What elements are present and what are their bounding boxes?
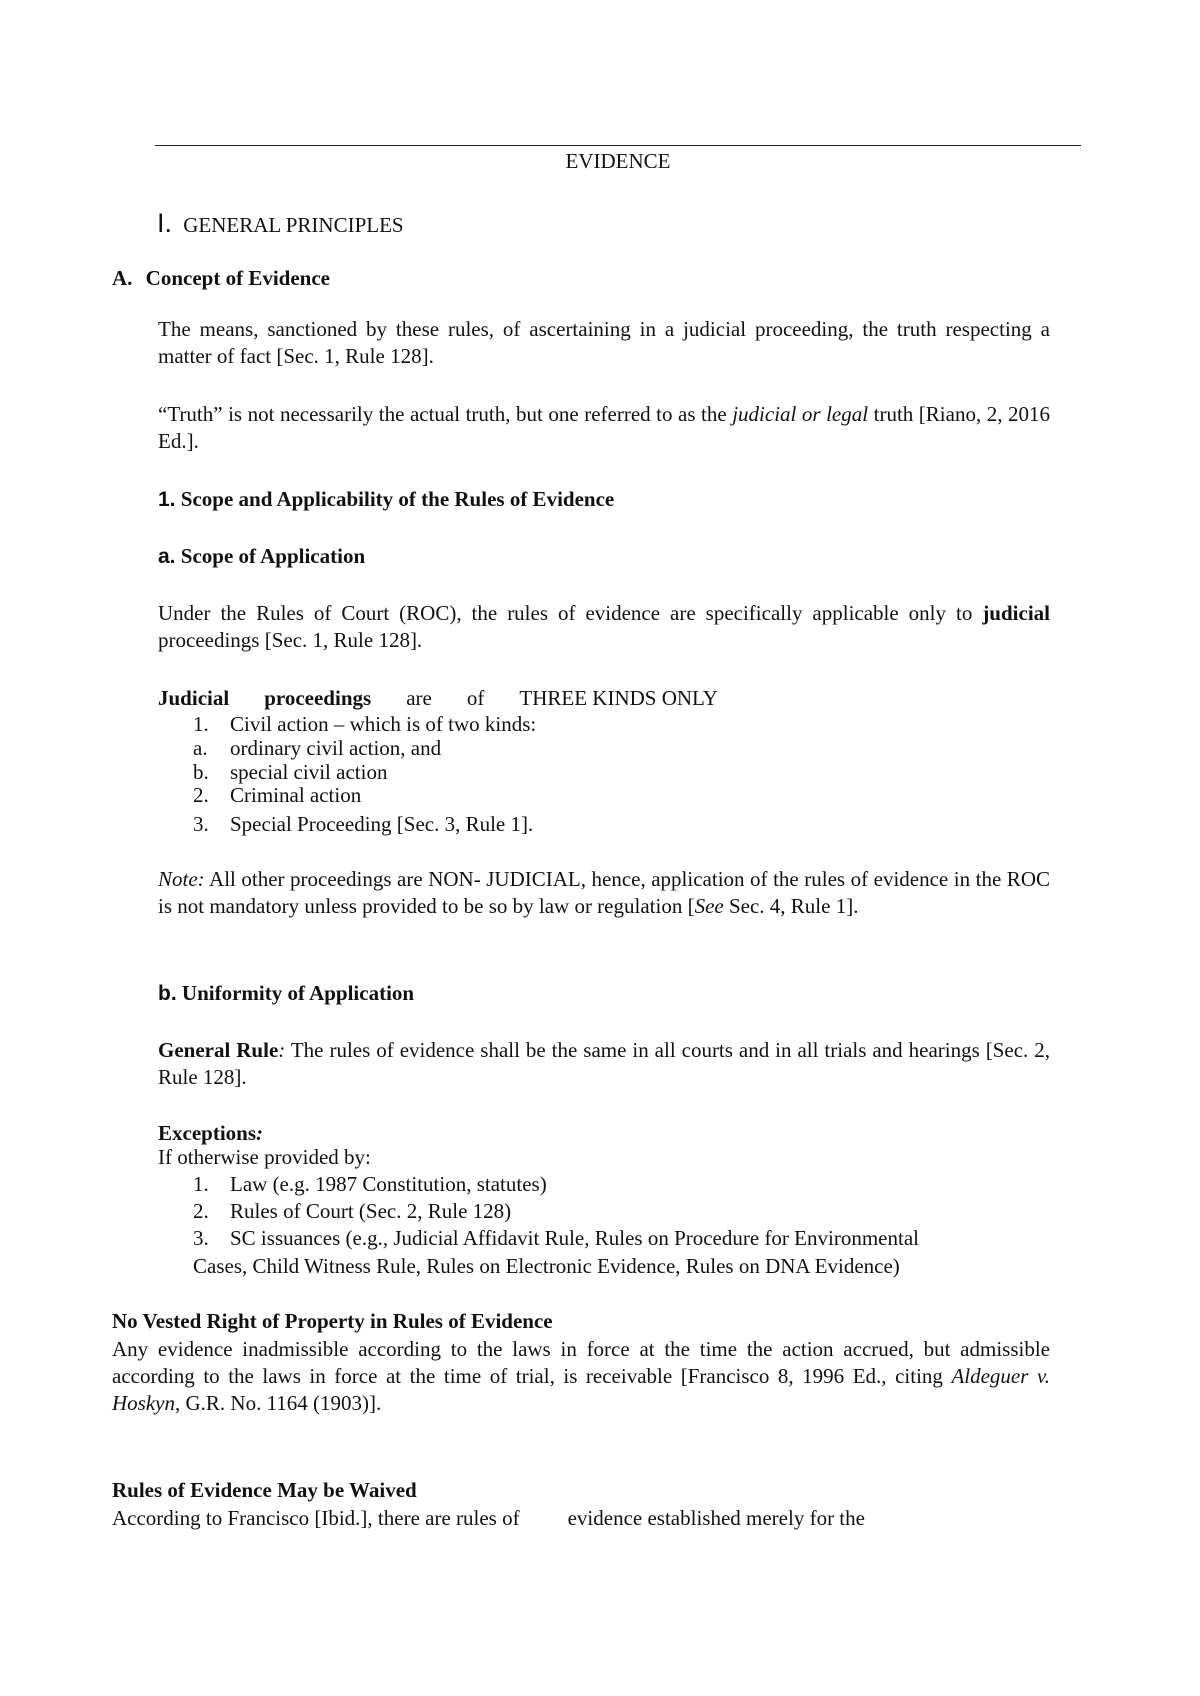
heading-letter: a. [158, 545, 176, 568]
note-see-italic: See [694, 894, 724, 918]
scope-paragraph [158, 600, 1050, 654]
scope-bold-word: judicial [982, 601, 1050, 625]
general-rule-text: The rules of evidence shall be the same in all courts and in all trials and hearings [Sec. 2, Rule 128]. [158, 1038, 1051, 1089]
list-item: Special Proceeding [Sec. 3, Rule 1]. [230, 812, 534, 836]
vested-paragraph [112, 1336, 1050, 1417]
concept-paragraph: The means, sanctioned by these rules, of ascertaining in a judicial proceeding, the truth respecting a matter of fact [Sec. 1, Rule 128]. [158, 317, 1050, 368]
list-item-number: b. [193, 760, 209, 784]
heading-no-vested-right: No Vested Right of Property in Rules of Evidence [112, 1309, 553, 1333]
truth-paragraph [158, 401, 1050, 455]
waived-text-start: According to Francisco [Ibid.], there are rules of [112, 1506, 520, 1530]
scope-text-end: proceedings [Sec. 1, Rule 128]. [158, 628, 423, 652]
truth-text-end: truth [Riano, 2, 2016 Ed.]. [158, 402, 1050, 453]
judicial-proceedings-heading [158, 685, 718, 712]
heading-text: Concept of Evidence [145, 266, 330, 290]
list-item-continuation: Cases, Child Witness Rule, Rules on Electronic Evidence, Rules on DNA Evidence) [193, 1254, 900, 1278]
heading-concept-of-evidence [112, 265, 330, 292]
exceptions-label: Exceptions [158, 1121, 257, 1145]
heading-word: are [406, 686, 432, 710]
list-item-number: 1. [193, 712, 209, 736]
truth-text-start: “Truth” is not necessarily the actual truth, but one referred to as the [158, 402, 733, 426]
general-rule-label: General Rule [158, 1038, 279, 1062]
heading-letter: b. [158, 982, 177, 1005]
section-title: GENERAL PRINCIPLES [183, 213, 404, 237]
list-item: special civil action [230, 760, 388, 784]
note-paragraph [158, 866, 1050, 920]
list-item: ordinary civil action, and [230, 736, 442, 760]
heading-uniformity [158, 980, 414, 1007]
list-item: SC issuances (e.g., Judicial Affidavit Rule, Rules on Procedure for Environmental [230, 1226, 919, 1250]
note-text-end: Sec. 4, Rule 1]. [723, 894, 859, 918]
heading-rules-may-be-waived: Rules of Evidence May be Waived [112, 1478, 417, 1502]
list-item: Law (e.g. 1987 Constitution, statutes) [230, 1172, 547, 1196]
waived-paragraph [112, 1505, 865, 1532]
list-item: Civil action – which is of two kinds: [230, 712, 537, 736]
general-rule-paragraph [158, 1037, 1050, 1091]
exceptions-heading [158, 1120, 263, 1147]
section-heading-general-principles [157, 210, 404, 239]
exceptions-colon: : [256, 1121, 264, 1145]
list-item-number: 1. [193, 1172, 209, 1196]
list-item-number: 3. [193, 1226, 209, 1250]
heading-word: THREE KINDS ONLY [519, 686, 718, 710]
list-item-number: 2. [193, 783, 209, 807]
waived-text-end: evidence established merely for the [567, 1506, 865, 1530]
vested-text-end: , G.R. No. 1164 (1903)]. [174, 1391, 382, 1415]
note-text: All other proceedings are NON- JUDICIAL, hence, application of the rules of evidence in the ROC is not mandatory unless provided to be so by law or regulation [ [158, 867, 1050, 918]
scope-text-start: Under the Rules of Court (ROC), the rules of evidence are specifically applicable only to [158, 601, 983, 625]
heading-letter: A. [112, 266, 133, 290]
vested-text: Any evidence inadmissible according to the laws in force at the time the action accrued, but admissible according to the laws in force at the time of trial, is receivable [Francisco 8, 1996 Ed., citing [112, 1337, 1050, 1388]
exceptions-intro: If otherwise provided by: [158, 1145, 371, 1169]
list-item: Criminal action [230, 783, 362, 807]
list-item: Rules of Court (Sec. 2, Rule 128) [230, 1199, 512, 1223]
heading-scope-applicability [158, 486, 614, 513]
truth-italic-phrase: judicial or legal [732, 402, 869, 426]
heading-text: Uniformity of Application [181, 981, 415, 1005]
heading-scope-of-application [158, 543, 365, 570]
heading-word: proceedings [264, 686, 372, 710]
header-rule [155, 145, 1081, 146]
list-item-number: 3. [193, 812, 209, 836]
heading-text: Scope and Applicability of the Rules of Evidence [180, 487, 615, 511]
section-number: I. [157, 208, 173, 238]
list-item-number: 2. [193, 1199, 209, 1223]
heading-text: Scope of Application [180, 544, 366, 568]
document-title: EVIDENCE [565, 149, 671, 173]
heading-number: 1. [158, 488, 176, 511]
vested-case-italic: Aldeguer v. Hoskyn [112, 1364, 1050, 1415]
list-item-number: a. [193, 736, 208, 760]
heading-word: of [466, 686, 485, 710]
heading-word: Judicial [158, 686, 230, 710]
note-label: Note: [158, 867, 205, 891]
general-rule-colon: : [278, 1038, 286, 1062]
